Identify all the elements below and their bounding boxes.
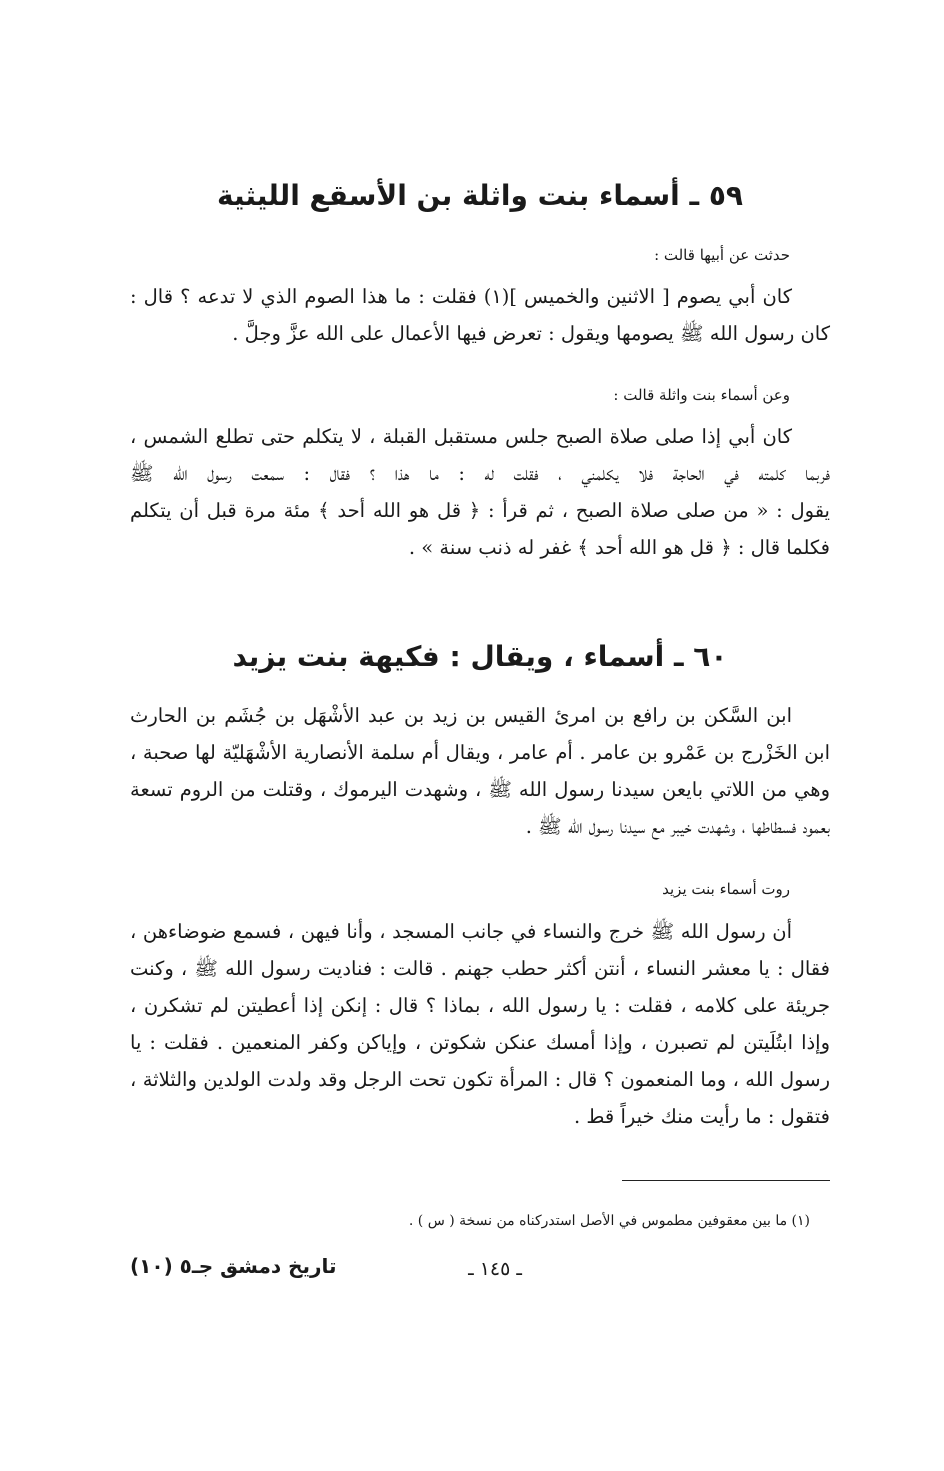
paragraph-line: فكلما قال : ﴿ قل هو الله أحد ﴾ غفر له ذنب سنة » .	[408, 536, 830, 559]
paragraph-line: رسول الله ، وما المنعمون ؟ قال : المرأة تكون تحت الرجل وقد ولدت الولدين والثلاثة ،	[130, 1068, 830, 1091]
paragraph-line: فربما كلمته في الحاجة فلا يكلمني ، فقلت له : ما هذا ؟ فقال : سمعت رسول الله ﷺ	[130, 462, 830, 485]
page-number: ـ ١٤٥ ـ	[468, 1258, 522, 1280]
footnote: (١) ما بين معقوفين مطموس في الأصل استدركناه من نسخة ( س ) .	[408, 1213, 810, 1229]
paragraph-line: كان رسول الله ﷺ يصومها ويقول : تعرض فيها الأعمال على الله عزَّ وجلَّ .	[232, 322, 830, 345]
section-60-paragraph-1	[130, 697, 830, 845]
paragraph-line: وهي من اللاتي بايعن سيدنا رسول الله ﷺ ، وشهدت اليرموك ، وقتلت من الروم تسعة	[130, 778, 830, 801]
section-59-heading: ٥٩ ـ أسماء بنت واثلة بن الأسقع الليثية	[216, 179, 744, 212]
intro-line: حدثت عن أبيها قالت :	[654, 246, 790, 264]
paragraph-line: وإذا ابتُلَيتن لم تصبرن ، وإذا أمسك عنكن شكوتن ، وإياكن وكفر المنعمين . فقلت : يا	[130, 1031, 830, 1054]
section-60-heading: ٦٠ ـ أسماء ، ويقال : فكيهة بنت يزيد	[232, 640, 728, 673]
section-60-intro	[130, 878, 830, 900]
paragraph-line: فتقول : ما رأيت منك خيراً قط .	[574, 1105, 830, 1128]
paragraph-line: ابن الخَزْرج بن عَمْرو بن عامر . أم عامر ، ويقال أم سلمة الأنصارية الأشْهَليّة لها صحبة ،	[130, 741, 830, 764]
paragraph-line: جريئة على كلامه ، فقلت : يا رسول الله ، بماذا ؟ قال : إنكن إذا أعطيتن لم تشكرن ،	[130, 994, 830, 1017]
section-59-intro-2	[130, 384, 830, 406]
intro-line: روت أسماء بنت يزيد	[662, 880, 790, 898]
section-59-intro-1	[130, 244, 830, 266]
source-reference: تاريخ دمشق جـ٥ (١٠)	[130, 1254, 337, 1278]
paragraph-line: بعمود فسطاطها ، وشهدت خيبر مع سيدنا رسول الله ﷺ .	[525, 815, 830, 838]
paragraph-line: ابن السَّكن بن رافع بن امرئ القيس بن زيد بن عبد الأشْهَل بن جُشَم بن الحارث	[130, 704, 792, 727]
paragraph-line: كان أبي يصوم [ الاثنين والخميس ](١) فقلت : ما هذا الصوم الذي لا تدعه ؟ قال :	[130, 285, 792, 308]
section-60-paragraph-2	[130, 913, 830, 1135]
paragraph-line: كان أبي إذا صلى صلاة الصبح جلس مستقبل القبلة ، لا يتكلم حتى تطلع الشمس ،	[130, 425, 792, 448]
paragraph-line: فقال : يا معشر النساء ، أنتن أكثر حطب جهنم . قالت : فناديت رسول الله ﷺ ، وكنت	[130, 957, 830, 980]
paragraph-line: أن رسول الله ﷺ خرج والنساء في جانب المسجد ، وأنا فيهن ، فسمع ضوضاءهن ،	[130, 920, 792, 943]
footnote-divider	[622, 1180, 830, 1181]
intro-line: وعن أسماء بنت واثلة قالت :	[613, 386, 790, 404]
section-59-paragraph-1	[130, 278, 830, 352]
section-59-paragraph-2	[130, 418, 830, 566]
paragraph-line: يقول : « من صلى صلاة الصبح ، ثم قرأ : ﴿ قل هو الله أحد ﴾ مئة مرة قبل أن يتكلم	[130, 499, 830, 522]
